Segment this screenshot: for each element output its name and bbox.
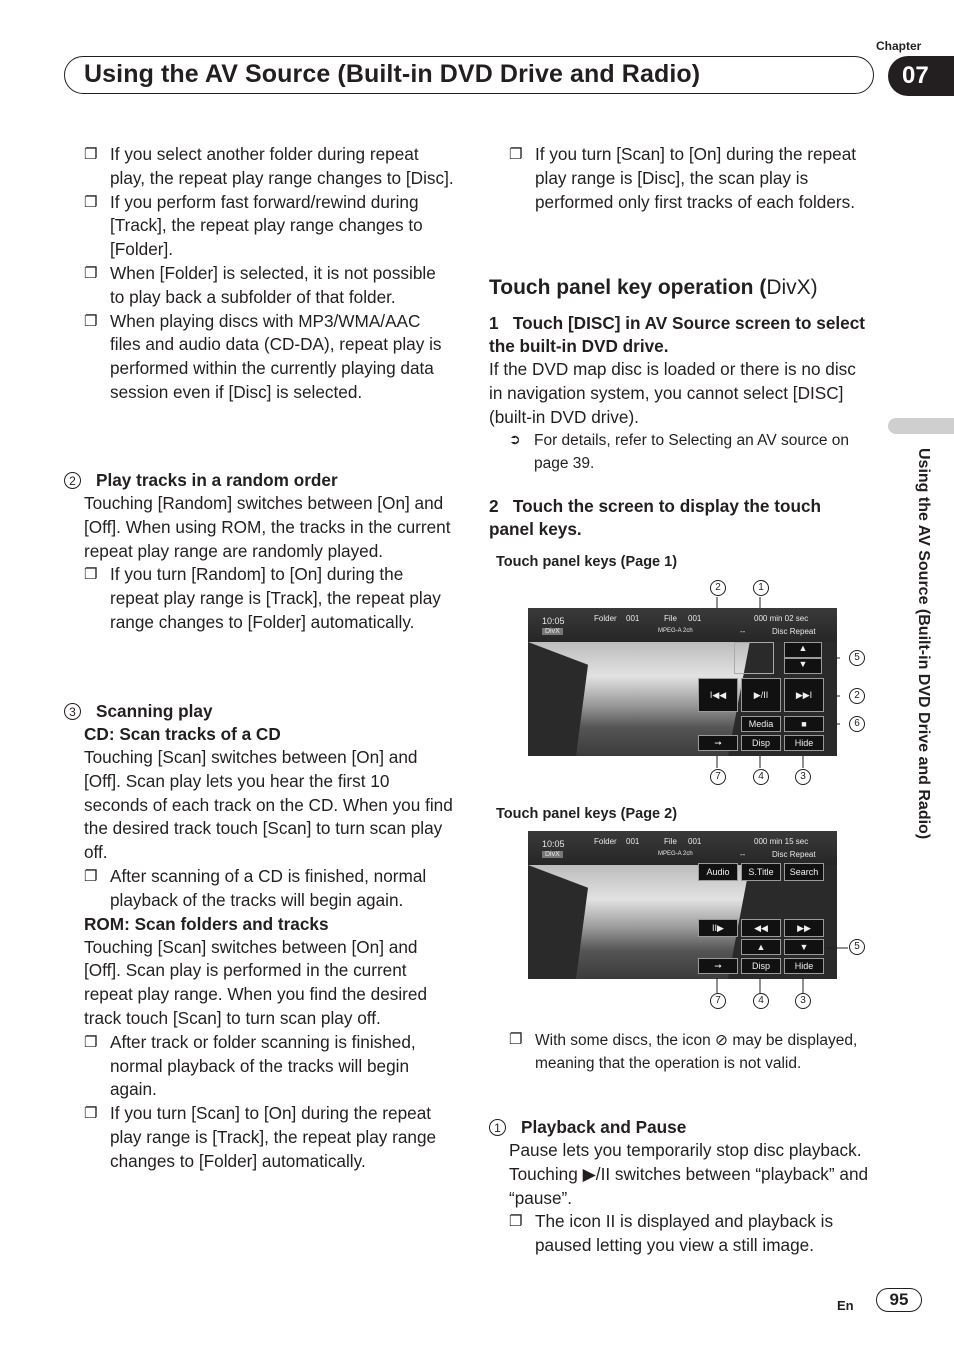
section-title: [489, 276, 818, 300]
note-text: When playing discs with MP3/WMA/AAC files and audio data (CD-DA), repeat play is performed within the currently playing data session even if [Disc] is selected.: [110, 310, 442, 402]
note-item: [64, 865, 454, 913]
folder-num: 001: [626, 614, 640, 623]
elapsed-time: 000 min 02 sec: [754, 614, 809, 623]
note-text: With some discs, the icon ⊘ may be displayed, meaning that the operation is not valid.: [535, 1032, 858, 1072]
clock: 10:05: [542, 839, 565, 849]
body-text: Touching [Scan] switches between [On] and [Off]. Scan play is performed in the current repeat play range. When you find the desired track touch [Scan] to turn scan play off.: [84, 936, 428, 1028]
chapter-number: 07: [888, 56, 954, 96]
note-item: [64, 1102, 454, 1173]
checkbox-bullet-icon: ❐: [509, 146, 523, 163]
checkbox-bullet-icon: ❐: [84, 193, 98, 211]
section-heading: Play tracks in a random order: [96, 470, 338, 490]
checkbox-bullet-icon: ❐: [84, 1105, 98, 1123]
callout-3: 3: [795, 769, 811, 785]
body-text: Touching [Random] switches between [On] and [Off]. When using ROM, the tracks in the current repeat play range are randomly played.: [84, 493, 451, 561]
step-2: [489, 495, 869, 541]
step-number-circle: 3: [64, 703, 81, 720]
step-1: [489, 312, 869, 475]
page-arrow-key[interactable]: ➞: [698, 735, 738, 751]
note-item: [84, 310, 454, 405]
codec: MPEG-A 2ch: [658, 628, 693, 634]
folder-label: Folder: [594, 837, 617, 846]
body-text: Touching [Scan] switches between [On] and [Off]. Scan play lets you hear the first 10 seconds of each track on the CD. When you find the desired track touch [Scan] to turn scan play off.: [84, 747, 453, 863]
side-tab: [914, 448, 944, 988]
language-code: En: [837, 1298, 854, 1313]
section-heading: Playback and Pause: [521, 1117, 687, 1137]
checkbox-bullet-icon: ❐: [509, 1031, 523, 1048]
body-text: If the DVD map disc is loaded or there is no disc in navigation system, you cannot select [DISC] (built-in DVD drive).: [489, 359, 856, 427]
note-item: [64, 1031, 454, 1102]
note-text: The icon II is displayed and playback is paused letting you view a still image.: [535, 1211, 834, 1256]
note-text: If you perform fast forward/rewind during [Track], the repeat play range changes to [Folder].: [110, 191, 423, 260]
repeat-mode: Disc Repeat: [772, 850, 816, 859]
rewind-key[interactable]: ◀◀: [741, 919, 781, 937]
folder-num: 001: [626, 837, 640, 846]
callout-2: 2: [849, 688, 865, 704]
callout-6: 6: [849, 716, 865, 732]
callout-5: 5: [849, 939, 865, 955]
audio-key[interactable]: Audio: [698, 863, 738, 881]
format-badge: DivX: [542, 851, 563, 858]
page-number: 95: [876, 1288, 922, 1312]
note-text: If you turn [Scan] to [On] during the repeat play range is [Track], the repeat play range changes to [Folder] automatically.: [110, 1103, 437, 1171]
section-heading: Scanning play: [96, 701, 213, 721]
disp-key[interactable]: Disp: [741, 958, 781, 974]
note-text: After scanning of a CD is finished, normal playback of the tracks will begin again.: [110, 865, 427, 910]
down-key[interactable]: ▼: [784, 658, 822, 674]
stop-key[interactable]: ■: [784, 716, 824, 732]
step-number-circle: 1: [489, 1119, 506, 1136]
callout-leaders-2: [700, 940, 850, 995]
file-num: 001: [688, 837, 702, 846]
checkbox-bullet-icon: ❐: [509, 1213, 523, 1231]
side-tab-text: Using the AV Source (Built-in DVD Drive and Radio): [915, 448, 932, 840]
note-item: [84, 143, 454, 191]
repeat-mode: Disc Repeat: [772, 627, 816, 636]
step-heading: Touch [DISC] in AV Source screen to select the built-in DVD drive.: [489, 313, 865, 356]
page-arrow-key[interactable]: ➞: [698, 958, 738, 974]
ref-text: For details, refer to Selecting an AV source on page 39.: [534, 432, 850, 473]
hide-key[interactable]: Hide: [784, 958, 824, 974]
note-item: [489, 1210, 869, 1258]
right-note-top: [509, 143, 874, 214]
chapter-label: Chapter: [876, 39, 922, 53]
page-title: Using the AV Source (Built-in DVD Drive and Radio): [84, 60, 701, 88]
random-section: [64, 469, 454, 635]
touch-panel-screenshot-page1: [528, 608, 837, 756]
file-label: File: [664, 837, 677, 846]
note-item: [84, 191, 454, 262]
note-text: After track or folder scanning is finished, normal playback of the tracks will begin again.: [110, 1031, 416, 1100]
callout-4: 4: [753, 993, 769, 1009]
playback-section: [489, 1116, 869, 1258]
up-key[interactable]: ▲: [741, 939, 781, 955]
note-text: If you select another folder during repeat play, the repeat play range changes to [Disc].: [110, 144, 454, 188]
next-track-key[interactable]: ▶▶I: [784, 678, 824, 712]
media-key[interactable]: Media: [741, 716, 781, 732]
reference-note: [489, 429, 869, 475]
left-notes-1: [84, 143, 454, 405]
caption-page2: Touch panel keys (Page 2): [496, 806, 678, 822]
file-label: File: [664, 614, 677, 623]
hide-key[interactable]: Hide: [784, 735, 824, 751]
step-number: 2: [489, 496, 499, 516]
clock: 10:05: [542, 616, 565, 626]
codec: MPEG-A 2ch: [658, 851, 693, 857]
dash: --: [740, 850, 746, 859]
body-text: Pause lets you temporarily stop disc playback. Touching ▶/II switches between “playback” and “pause”.: [509, 1140, 869, 1208]
sub-heading: ROM: Scan folders and tracks: [84, 913, 329, 934]
file-num: 001: [688, 614, 702, 623]
note-text: If you turn [Scan] to [On] during the repeat play range is [Disc], the scan play is performed only first tracks of each folders.: [535, 144, 857, 212]
arrow-ref-icon: ➲: [509, 431, 521, 448]
step-heading: Touch the screen to display the touch panel keys.: [489, 496, 822, 539]
callout-7: 7: [710, 769, 726, 785]
note-text: When [Folder] is selected, it is not possible to play back a subfolder of that folder.: [110, 262, 436, 307]
note-text: If you turn [Random] to [On] during the repeat play range is [Track], the repeat play range changes to [Folder] automatically.: [110, 564, 441, 632]
note-item: [64, 563, 454, 634]
step-number: 1: [489, 313, 499, 333]
down-key[interactable]: ▼: [784, 939, 824, 955]
note-item: [84, 262, 454, 310]
prev-track-key[interactable]: I◀◀: [698, 678, 738, 712]
disp-key[interactable]: Disp: [741, 735, 781, 751]
note-icon-valid: [509, 1029, 869, 1075]
checkbox-bullet-icon: ❐: [84, 264, 98, 282]
elapsed-time: 000 min 15 sec: [754, 837, 809, 846]
folder-label: Folder: [594, 614, 617, 623]
checkbox-bullet-icon: ❐: [84, 1033, 98, 1051]
checkbox-bullet-icon: ❐: [84, 566, 98, 584]
callout-1: 1: [753, 580, 769, 596]
section-title-suffix: DivX): [766, 276, 818, 299]
format-badge: DivX: [542, 628, 563, 635]
blank-key[interactable]: [734, 642, 774, 674]
callout-5: 5: [849, 650, 865, 666]
callout-2: 2: [710, 580, 726, 596]
checkbox-bullet-icon: ❐: [84, 146, 98, 163]
slow-motion-key[interactable]: II▶: [698, 919, 738, 937]
section-title-main: Touch panel key operation (: [489, 276, 767, 299]
sub-heading: CD: Scan tracks of a CD: [84, 724, 281, 744]
play-pause-key[interactable]: ▶/II: [741, 678, 781, 712]
search-key[interactable]: Search: [784, 863, 824, 881]
side-tab-marker: [888, 418, 954, 434]
caption-page1: Touch panel keys (Page 1): [496, 554, 678, 570]
step-number-circle: 2: [64, 472, 81, 489]
scan-section: [64, 700, 454, 1174]
checkbox-bullet-icon: ❐: [84, 312, 98, 330]
callout-3: 3: [795, 993, 811, 1009]
up-key[interactable]: ▲: [784, 642, 822, 658]
fast-forward-key[interactable]: ▶▶: [784, 919, 824, 937]
callout-7: 7: [710, 993, 726, 1009]
callout-4: 4: [753, 769, 769, 785]
subtitle-key[interactable]: S.Title: [741, 863, 781, 881]
dash: --: [740, 627, 746, 636]
checkbox-bullet-icon: ❐: [84, 867, 98, 885]
